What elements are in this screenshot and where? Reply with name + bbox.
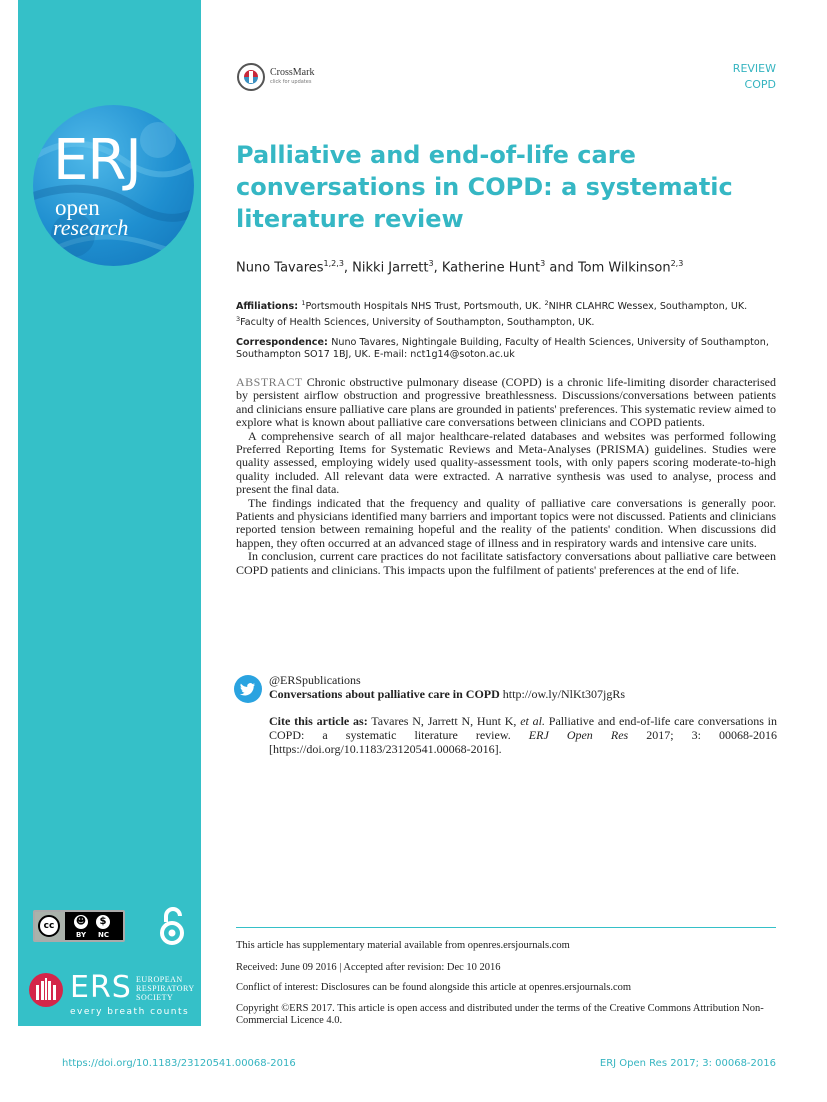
author-affiliation-marker: 2,3 [670, 259, 684, 268]
author-separator: , [433, 260, 442, 276]
copyright-notice: Copyright ©ERS 2017. This article is open access and distributed under the terms of the Creative Commons Attribution Non-Commercial Licence 4.0. [236, 1003, 764, 1026]
author-name[interactable]: Tom Wilkinson [577, 260, 671, 276]
abstract-paragraph: A comprehensive search of all major healthcare-related databases and websites was performed following Preferred Reporting Items for Systematic Reviews and Meta-Analyses (PRISMA) guidelines. Studies were quality assessed, employing widely used quality-assessment tools, with only papers scoring moderate-to-high quality included. All relevant data were extracted. A narrative synthesis was used to analyse, process and present the final data. [236, 428, 776, 497]
affiliation-text: Faculty of Health Sciences, University of Southampton, Southampton, UK. [240, 317, 595, 329]
affiliation-marker: 3 [236, 315, 241, 324]
erj-open-research-logo[interactable] [33, 105, 194, 266]
cc-by-nc-license-badge[interactable] [33, 910, 125, 942]
page-citation: ERJ Open Res 2017; 3: 00068-2016 [599, 1058, 776, 1069]
abstract-label: ABSTRACT [236, 375, 303, 389]
author-list [236, 259, 796, 275]
abstract [236, 376, 776, 577]
crossmark-label: CrossMark [270, 67, 315, 78]
abstract-text: Chronic obstructive pulmonary disease (COPD) is a chronic life-limiting disorder characterised by persistent airflow obstruction and progressive breathlessness. Discussions/conversations between patients and clinicians ensure palliative care plans are grounded in patients' preferences. This systematic review aimed to explore what is known about palliative care conversations between clinicians and COPD patients. [236, 375, 776, 430]
cite-journal: ERJ Open Res [528, 728, 629, 742]
author-separator: and [545, 260, 578, 276]
logo-erj-text: ERJ [53, 128, 141, 193]
author-affiliation-marker: 3 [540, 259, 546, 268]
twitter-summary [269, 673, 779, 701]
supplementary-note: This article has supplementary material available from openres.ersjournals.com [236, 940, 570, 951]
cite-label: Cite this article as: [269, 714, 368, 728]
by-label: BY [76, 931, 87, 939]
ers-abbreviation: ERS [70, 970, 132, 1005]
journal-sidebar [18, 0, 201, 1026]
cite-details[interactable]: 2017; 3: 00068-2016 [https://doi.org/10.1183/23120541.00068-2016]. [269, 728, 778, 756]
received-dates: Received: June 09 2016 | Accepted after revision: Dec 10 2016 [236, 962, 501, 973]
nc-label: NC [98, 931, 109, 939]
cc-icon: cc [38, 915, 60, 937]
ers-tagline: every breath counts [70, 1007, 190, 1017]
footer-divider [236, 927, 776, 928]
affiliation-text: Portsmouth Hospitals NHS Trust, Portsmouth, UK. [305, 301, 545, 313]
correspondence-text: Nuno Tavares, Nightingale Building, Faculty of Health Sciences, University of Southampton, Southampton SO17 1BJ, UK. E-mail: nct1g14@soton.ac.uk [236, 337, 769, 360]
conflict-of-interest: Conflict of interest: Disclosures can be found alongside this article at openres.ersjournals.com [236, 982, 632, 993]
author-name[interactable]: Katherine Hunt [441, 260, 541, 276]
author-affiliation-marker: 1,2,3 [323, 259, 344, 268]
by-person-icon: ☻ [73, 914, 89, 930]
twitter-handle[interactable]: @ERSpublications [269, 673, 361, 687]
tweet-line [269, 687, 779, 701]
twitter-bird-glyph [234, 675, 262, 703]
article-title: Palliative and end-of-life care conversations in COPD: a systematic literature review [236, 141, 733, 233]
page-doi-link[interactable]: https://doi.org/10.1183/23120541.00068-2016 [62, 1058, 296, 1069]
open-access-icon [158, 906, 186, 946]
article-type: REVIEW [732, 62, 776, 75]
ers-lung-logo-icon [26, 970, 66, 1010]
abstract-paragraph [236, 376, 776, 430]
ers-society-name: EUROPEAN RESPIRATORY SOCIETY [136, 975, 195, 1002]
nc-dollar-icon: $ [95, 914, 111, 930]
author-name[interactable]: Nikki Jarrett [352, 260, 429, 276]
abstract-paragraph: In conclusion, current care practices do not facilitate satisfactory conversations about palliative care between COPD patients and clinicians. This impacts upon the fulfilment of patients' preferences at the end of life. [236, 549, 776, 577]
abstract-paragraph: The findings indicated that the frequency and quality of palliative care conversations is generally poor. Patients and physicians identified many barriers and important topics were not discussed. Patients and clinicians reported tension between remaining hopeful and the reality of the patients' condition. When discussions did happen, they often occurred at an advanced stage of illness and in respiratory wards and intensive care units. [236, 495, 776, 550]
affiliation-marker: 1 [301, 299, 306, 307]
twitter-bird-icon[interactable] [234, 675, 262, 703]
cite-authors: Tavares N, Jarrett N, Hunt K, [371, 714, 517, 728]
author-separator: , [343, 260, 353, 276]
tweet-link[interactable]: http://ow.ly/NlKt307jgRs [502, 687, 626, 701]
article-topic: COPD [744, 78, 776, 91]
cite-etal: et al. [520, 714, 545, 728]
affiliation-text: NIHR CLAHRC Wessex, Southampton, UK. [548, 301, 748, 313]
article-category [733, 61, 776, 93]
citation-block [269, 714, 777, 756]
crossmark-badge[interactable] [236, 62, 326, 90]
correspondence-label: Correspondence [236, 337, 324, 348]
crossmark-sublabel: click for updates [270, 79, 312, 85]
logo-research-text: research [53, 215, 129, 240]
tweet-text: Conversations about palliative care in COPD [269, 687, 500, 701]
author-affiliation-marker: 3 [428, 259, 434, 268]
affiliations-label: Affiliations [236, 301, 295, 313]
author-name[interactable]: Nuno Tavares [236, 260, 324, 276]
correspondence: Correspondence: Nuno Tavares, Nightingale Building, Faculty of Health Sciences, University of Southampton, Southampton SO17 1BJ, UK. E-mail: nct1g14@soton.ac.uk [236, 337, 769, 360]
affiliation-marker: 2 [544, 299, 549, 307]
crossmark-icon [236, 62, 266, 92]
affiliations: Affiliations: $^1$Portsmouth Hospitals NHS Trust, Portsmouth, UK. $^2$NIHR CLAHRC Wessex, Southampton, UK. $^3$Faculty of Health Sciences, University of Southampton, Southampton, UK. [236, 299, 748, 329]
cite-title: Palliative and end-of-life care conversations in COPD: a systematic literature review. [269, 714, 778, 742]
logo-open-text: open [55, 195, 100, 220]
